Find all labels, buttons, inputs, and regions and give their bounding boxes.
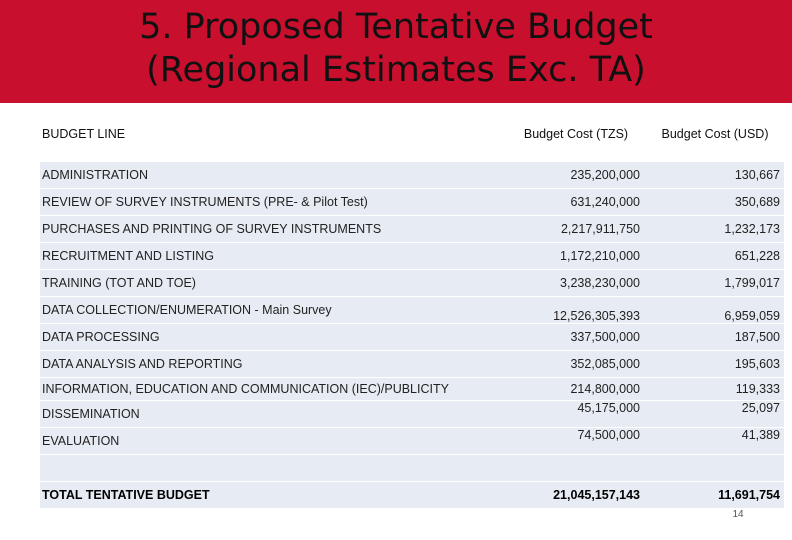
row-label: INFORMATION, EDUCATION AND COMMUNICATION (IEC)/PUBLICITY xyxy=(40,378,506,401)
row-label: PURCHASES AND PRINTING OF SURVEY INSTRUMENTS xyxy=(40,216,506,243)
slide-title xyxy=(0,0,792,92)
row-usd: 651,228 xyxy=(646,243,784,270)
row-tzs: 235,200,000 xyxy=(506,162,646,189)
row-tzs: 631,240,000 xyxy=(506,189,646,216)
row-label: REVIEW OF SURVEY INSTRUMENTS (PRE- & Pilot Test) xyxy=(40,189,506,216)
row-label: DATA COLLECTION/ENUMERATION - Main Survey xyxy=(40,297,506,324)
row-usd: 25,097 xyxy=(646,401,784,428)
row-tzs: 12,526,305,393 xyxy=(506,297,646,324)
table-row xyxy=(40,401,784,428)
page-number: 14 xyxy=(732,509,744,520)
total-tzs: 21,045,157,143 xyxy=(506,482,646,509)
row-usd: 350,689 xyxy=(646,189,784,216)
row-tzs: 352,085,000 xyxy=(506,351,646,378)
row-usd: 187,500 xyxy=(646,324,784,351)
row-label: ADMINISTRATION xyxy=(40,162,506,189)
row-usd: 41,389 xyxy=(646,428,784,455)
row-label: DATA PROCESSING xyxy=(40,324,506,351)
row-usd: 195,603 xyxy=(646,351,784,378)
row-label: DATA ANALYSIS AND REPORTING xyxy=(40,351,506,378)
total-label: TOTAL TENTATIVE BUDGET xyxy=(40,482,506,509)
row-usd: 130,667 xyxy=(646,162,784,189)
slide-title-line-1: 5. Proposed Tentative Budget xyxy=(139,7,653,47)
row-usd: 1,232,173 xyxy=(646,216,784,243)
row-usd: 119,333 xyxy=(646,378,784,401)
table-row xyxy=(40,162,784,189)
row-label: RECRUITMENT AND LISTING xyxy=(40,243,506,270)
table-row xyxy=(40,216,784,243)
table-row xyxy=(40,351,784,378)
table-header-row xyxy=(40,107,784,162)
row-tzs: 337,500,000 xyxy=(506,324,646,351)
table-row xyxy=(40,243,784,270)
row-usd: 6,959,059 xyxy=(646,297,784,324)
row-label: TRAINING (TOT AND TOE) xyxy=(40,270,506,297)
header-budget-cost-tzs: Budget Cost (TZS) xyxy=(506,107,646,162)
table-row xyxy=(40,428,784,455)
row-label: DISSEMINATION xyxy=(40,401,506,428)
table-spacer-row xyxy=(40,455,784,482)
table-row xyxy=(40,297,784,324)
row-tzs: 74,500,000 xyxy=(506,428,646,455)
table-row xyxy=(40,378,784,401)
row-tzs: 45,175,000 xyxy=(506,401,646,428)
slide-title-line-2: (Regional Estimates Exc. TA) xyxy=(146,50,646,90)
table-row xyxy=(40,324,784,351)
total-usd: 11,691,754 xyxy=(646,482,784,509)
header-budget-cost-usd: Budget Cost (USD) xyxy=(646,107,784,162)
table-row xyxy=(40,189,784,216)
table-row xyxy=(40,270,784,297)
row-tzs: 3,238,230,000 xyxy=(506,270,646,297)
budget-table xyxy=(40,107,784,509)
row-tzs: 214,800,000 xyxy=(506,378,646,401)
row-usd: 1,799,017 xyxy=(646,270,784,297)
row-label: EVALUATION xyxy=(40,428,506,455)
header-budget-line: BUDGET LINE xyxy=(40,107,506,162)
row-tzs: 1,172,210,000 xyxy=(506,243,646,270)
row-tzs: 2,217,911,750 xyxy=(506,216,646,243)
table-total-row xyxy=(40,482,784,509)
